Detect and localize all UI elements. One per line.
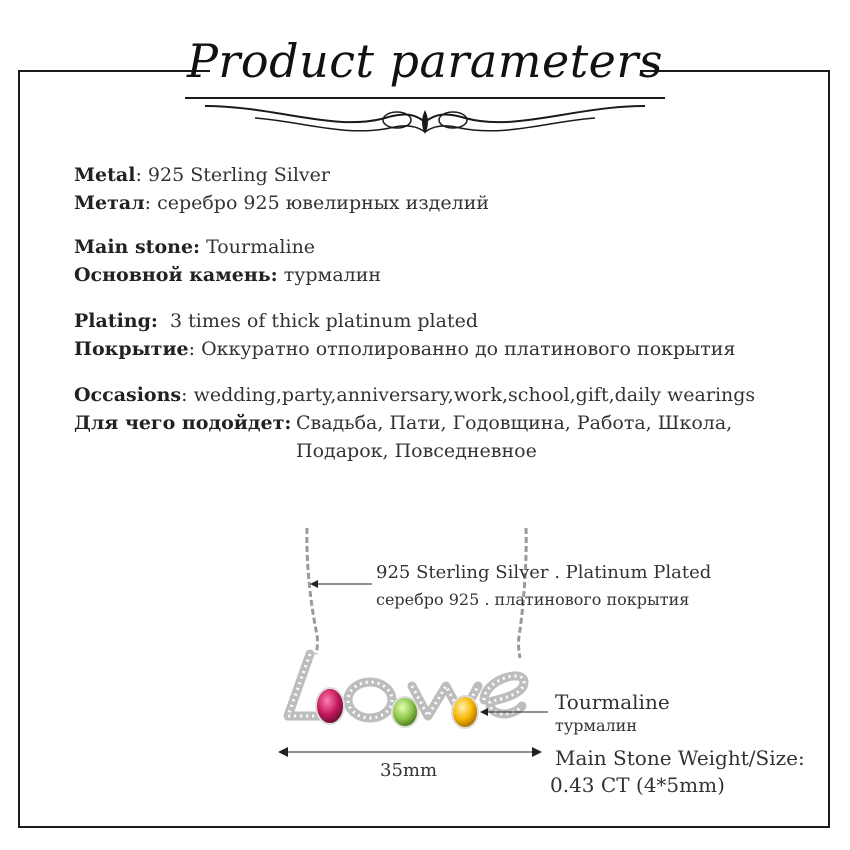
spec-stone-en-value: Tourmaline <box>206 236 316 258</box>
spec-plating-ru-value: Оккуратно отполированно до платинового покрытия <box>201 338 736 360</box>
width-arrow-left <box>278 747 288 757</box>
spec-stone-ru-label: Основной камень: <box>74 264 278 286</box>
spec-occasions-en-value: wedding,party,anniversary,work,school,gift,daily wearings <box>193 384 756 406</box>
spec-occasions-en: Occasions: wedding,party,anniversary,work,school,gift,daily wearings <box>74 384 756 406</box>
spec-metal-en: Metal: 925 Sterling Silver <box>74 164 330 186</box>
page-title: Product parameters <box>186 34 663 88</box>
gem-yellow <box>452 696 478 728</box>
spec-metal-en-value: 925 Sterling Silver <box>147 164 330 186</box>
spec-plating-en <box>74 310 478 332</box>
spec-stone-en <box>74 236 315 258</box>
spec-stone-ru <box>74 264 381 286</box>
gem-green <box>392 697 418 727</box>
spec-plating-en-value: 3 times of thick platinum plated <box>170 310 478 332</box>
spec-occasions-en-label: Occasions <box>74 384 182 406</box>
chain-caption-ru: серебро 925 . платинового покрытия <box>376 590 690 609</box>
width-arrow-right <box>532 747 542 757</box>
stone-caption-en: Tourmaline <box>555 690 670 714</box>
spec-plating-ru: Покрытие: Оккуратно отполированно до платинового покрытия <box>74 338 736 360</box>
spec-plating-ru-label: Покрытие <box>74 338 189 360</box>
stone-caption-ru: турмалин <box>555 716 637 735</box>
gem-pink <box>316 688 344 724</box>
spec-metal-en-label: Metal <box>74 164 136 186</box>
weight-value: 0.43 CT (4*5mm) <box>550 773 725 797</box>
spec-metal-ru-value: серебро 925 ювелирных изделий <box>157 192 490 214</box>
spec-stone-en-label: Main stone: <box>74 236 201 258</box>
chain-pointer-arrow <box>310 580 318 588</box>
spec-stone-ru-value: турмалин <box>283 264 382 286</box>
flourish-ornament <box>185 92 665 142</box>
stone-pointer-arrow <box>480 708 488 716</box>
spec-occasions-ru-value-2: Подарок, Повседневное <box>296 440 537 462</box>
spec-occasions-ru-label: Для чего подойдет: <box>74 412 292 434</box>
spec-plating-en-label: Plating: <box>74 310 158 332</box>
spec-occasions-ru-value: Свадьба, Пати, Годовщина, Работа, Школа, <box>296 412 733 434</box>
chain-caption-en: 925 Sterling Silver . Platinum Plated <box>376 562 712 583</box>
spec-metal-ru-label: Метал <box>74 192 145 214</box>
spec-metal-ru: Метал: серебро 925 ювелирных изделий <box>74 192 490 214</box>
spec-occasions-ru <box>74 412 291 434</box>
width-caption: 35mm <box>380 760 438 781</box>
weight-label: Main Stone Weight/Size: <box>555 746 805 770</box>
